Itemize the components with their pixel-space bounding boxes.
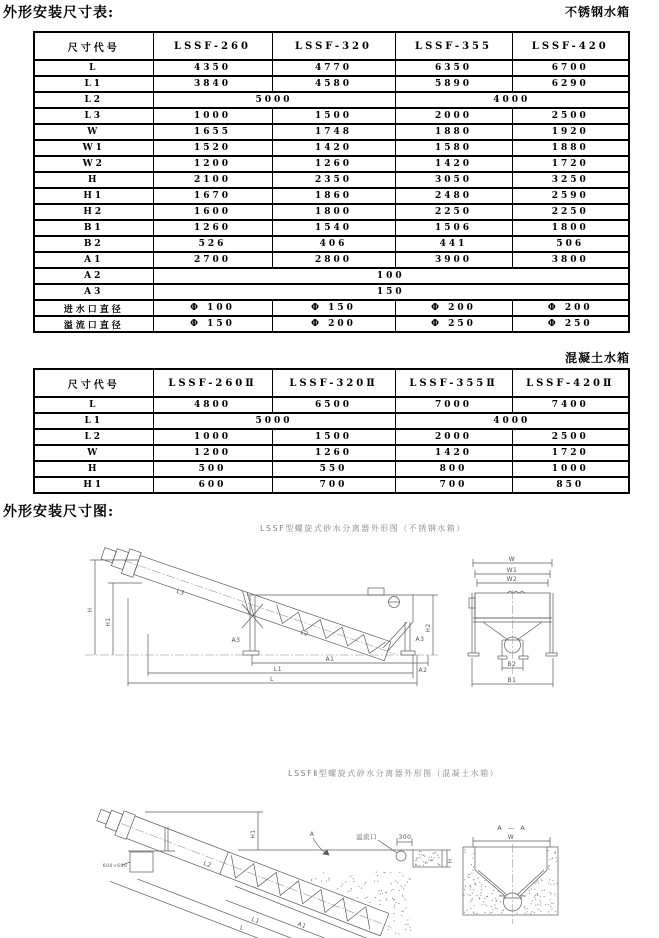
dim-label-w1: W1 [506,567,518,574]
value-cell: Φ 200 [272,316,395,332]
table-row [34,220,629,236]
value-cell: 1800 [512,220,629,236]
row-label-cell: A3 [34,284,153,300]
value-cell: 2350 [272,172,395,188]
screw-spiral [224,855,377,933]
dim-label-a2: A2 [418,667,428,674]
value-cell: 4350 [153,60,272,76]
drawing2-caption: LSSFⅡ型螺旋式砂水分离器外形图（混凝土水箱） [288,769,500,778]
table-row [34,140,629,156]
table-row [34,445,629,461]
table-row [34,429,629,445]
dim-label-w2: W2 [506,576,518,583]
value-cell: 1420 [395,445,512,461]
drawings-heading: 外形安装尺寸图: [3,504,115,520]
value-cell: 4800 [153,397,272,413]
dim-label-a1: A1 [296,920,308,931]
dim-label-l2: L2 [202,859,213,870]
value-cell: Φ 200 [512,300,629,316]
value-cell: 1000 [153,429,272,445]
value-cell: 1800 [272,204,395,220]
row-label-cell: H1 [34,188,153,204]
value-cell: 2000 [395,108,512,124]
value-cell: 1880 [395,124,512,140]
value-cell: 5890 [395,76,512,92]
row-label-cell: H [34,461,153,477]
dim-label-l3: L3 [175,587,186,598]
dim-label-l1: L1 [250,915,261,926]
value-cell: 800 [395,461,512,477]
row-label-cell: W [34,445,153,461]
dim-label-300: 300 [398,834,412,841]
value-cell: 1260 [272,445,395,461]
value-cell: 2500 [512,108,629,124]
drawing2-section-view [455,818,575,936]
table2-tag-concrete: 混凝土水箱 [564,351,630,365]
concrete-pit [463,847,558,915]
value-cell: Φ 150 [272,300,395,316]
value-cell: 1260 [272,156,395,172]
table-header-cell: LSSF-355 [395,32,512,60]
dim-label-b1: B1 [507,677,517,684]
row-label-cell: B1 [34,220,153,236]
dim-label-h: H [447,858,454,864]
value-cell: 700 [272,477,395,493]
value-cell: 5000 [153,413,395,429]
table-header-cell: LSSF-420Ⅱ [512,369,629,397]
row-label-cell: L [34,397,153,413]
value-cell: 1260 [153,220,272,236]
table-row [34,316,629,332]
section-title: A — A [497,824,527,832]
value-cell: 2700 [153,252,272,268]
drawing2-side-view [75,786,465,938]
value-cell: 1420 [395,156,512,172]
table-row [34,413,629,429]
value-cell: 2590 [512,188,629,204]
value-cell: Φ 250 [395,316,512,332]
value-cell: 7000 [395,397,512,413]
dim-label-w: W [508,556,516,563]
row-label-cell: L1 [34,76,153,92]
table-row [34,76,629,92]
dim-label-l: L [238,924,245,933]
value-cell: 600 [153,477,272,493]
value-cell: 2250 [395,204,512,220]
dim-label-h2: H2 [425,623,432,633]
dimension-table-stainless [33,31,630,333]
value-cell: Φ 250 [512,316,629,332]
table-header-cell: LSSF-260 [153,32,272,60]
value-cell: Φ 200 [395,300,512,316]
value-cell: 1655 [153,124,272,140]
value-cell: 1580 [395,140,512,156]
section-marker-a: A [309,831,315,838]
table-row [34,461,629,477]
row-label-cell: 进水口直径 [34,300,153,316]
dim-label-h1: H1 [250,829,257,839]
value-cell: 1000 [512,461,629,477]
overflow-port-hole [396,851,406,861]
dimension-table-concrete [33,368,630,494]
tables-heading: 外形安装尺寸表: [3,5,115,21]
row-label-cell: B2 [34,236,153,252]
value-cell: 526 [153,236,272,252]
table-header-cell: 尺寸代号 [34,369,153,397]
table-header-cell: LSSF-320Ⅱ [272,369,395,397]
table-row [34,172,629,188]
value-cell: 1920 [512,124,629,140]
value-cell: 4580 [272,76,395,92]
table-row [34,124,629,140]
value-cell: 1748 [272,124,395,140]
drawing1-caption: LSSF型螺旋式砂水分离器外形图（不锈钢水箱） [260,524,466,533]
value-cell: Φ 100 [153,300,272,316]
value-cell: 1540 [272,220,395,236]
value-cell: 1720 [512,156,629,172]
row-label-cell: 溢流口直径 [34,316,153,332]
row-label-cell: W1 [34,140,153,156]
row-label-cell: L2 [34,429,153,445]
value-cell: 441 [395,236,512,252]
row-label-cell: L1 [34,413,153,429]
row-label-cell: H [34,172,153,188]
value-cell: 1000 [153,108,272,124]
table-header-cell: LSSF-320 [272,32,395,60]
value-cell: 4000 [395,92,629,108]
row-label-cell: A2 [34,268,153,284]
value-cell: 150 [153,284,629,300]
opening-size-label: 600×600 [102,864,128,869]
table-row [34,268,629,284]
dim-label-h1: H1 [105,617,112,627]
row-label-cell: H1 [34,477,153,493]
value-cell: 2500 [512,429,629,445]
value-cell: 2100 [153,172,272,188]
value-cell: 850 [512,477,629,493]
value-cell: 100 [153,268,629,284]
value-cell: 1200 [153,156,272,172]
table-row [34,236,629,252]
table-row [34,60,629,76]
table-header-cell: LSSF-355Ⅱ [395,369,512,397]
value-cell: 2480 [395,188,512,204]
value-cell: 1720 [512,445,629,461]
value-cell: 1506 [395,220,512,236]
dim-label-l1: L1 [273,666,283,673]
row-label-cell: L3 [34,108,153,124]
value-cell: 1670 [153,188,272,204]
drawing1-side-view [80,538,480,728]
value-cell: 3250 [512,172,629,188]
value-cell: 550 [272,461,395,477]
dim-label-h: H [87,607,94,613]
table-row [34,188,629,204]
row-label-cell: W2 [34,156,153,172]
table-header-cell: LSSF-260Ⅱ [153,369,272,397]
table-header-row [34,32,629,60]
table-header-cell: 尺寸代号 [34,32,153,60]
table-row [34,92,629,108]
table-row [34,252,629,268]
table1-tag-stainless: 不锈钢水箱 [564,5,630,19]
value-cell: 406 [272,236,395,252]
value-cell: 7400 [512,397,629,413]
value-cell: 1500 [272,108,395,124]
overflow-label: 溢流口 [356,833,377,841]
value-cell: 6350 [395,60,512,76]
value-cell: 6290 [512,76,629,92]
dim-label-a1: A1 [325,656,335,663]
value-cell: 3800 [512,252,629,268]
value-cell: 1600 [153,204,272,220]
dim-label-w: W [507,834,515,841]
value-cell: 6500 [272,397,395,413]
value-cell: 1860 [272,188,395,204]
row-label-cell: A1 [34,252,153,268]
row-label-cell: W [34,124,153,140]
value-cell: Φ 150 [153,316,272,332]
value-cell: 6700 [512,60,629,76]
concrete-stipple [463,849,557,914]
value-cell: 4000 [395,413,629,429]
table-row [34,300,629,316]
value-cell: 700 [395,477,512,493]
row-label-cell: L [34,60,153,76]
dim-label-b2: B2 [507,661,517,668]
table-header-cell: LSSF-420 [512,32,629,60]
row-label-cell: H2 [34,204,153,220]
floor-opening [130,852,153,872]
concrete-stipple [311,851,440,935]
table-row [34,204,629,220]
value-cell: 1520 [153,140,272,156]
dim-label-l2: L2 [299,628,310,639]
value-cell: 1420 [272,140,395,156]
value-cell: 2250 [512,204,629,220]
row-label-cell: L2 [34,92,153,108]
value-cell: 500 [153,461,272,477]
value-cell: 2800 [272,252,395,268]
value-cell: 1200 [153,445,272,461]
table-header-row [34,369,629,397]
dim-label-a3-right: A3 [415,636,425,643]
dim-label-a3-left: A3 [231,637,241,644]
table-row [34,477,629,493]
drawing1-end-view [458,548,573,698]
table-row [34,156,629,172]
value-cell: 5000 [153,92,395,108]
table-row [34,397,629,413]
table-row [34,284,629,300]
table-row [34,108,629,124]
value-cell: 3050 [395,172,512,188]
value-cell: 4770 [272,60,395,76]
value-cell: 3900 [395,252,512,268]
value-cell: 1500 [272,429,395,445]
value-cell: 2000 [395,429,512,445]
value-cell: 1880 [512,140,629,156]
water-tank-outline [247,595,413,652]
value-cell: 3840 [153,76,272,92]
value-cell: 506 [512,236,629,252]
dim-label-l: L [270,676,274,683]
